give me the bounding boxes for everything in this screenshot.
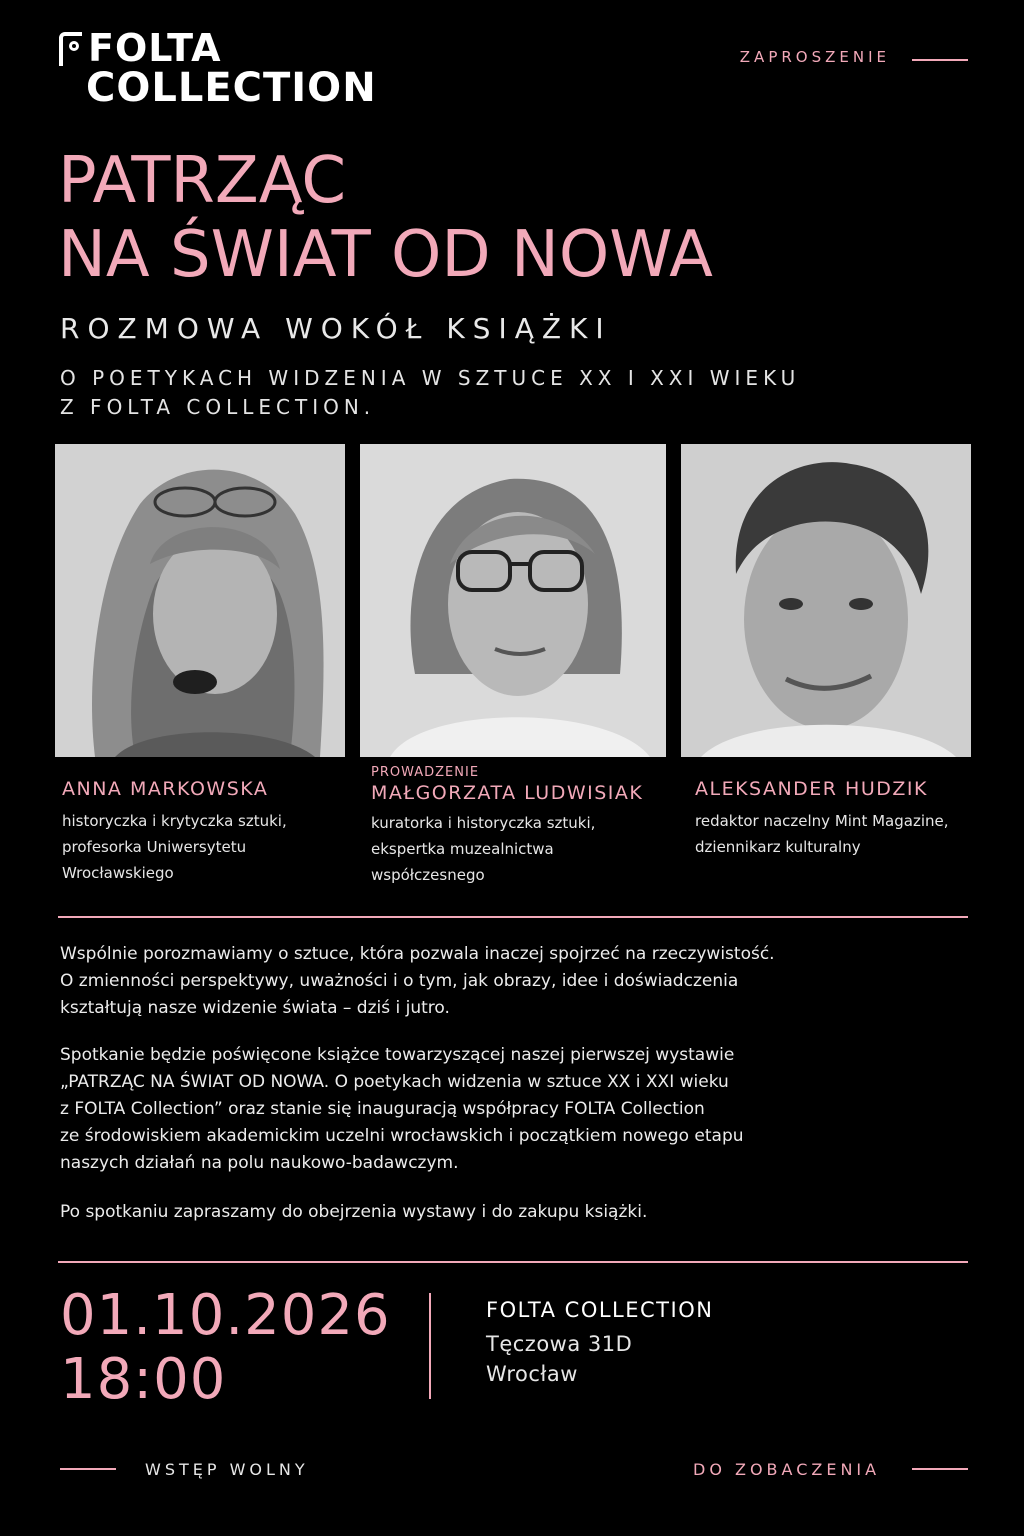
paragraph-line: ze środowiskiem akademickim uczelni wrocławskich i początkiem nowego etapu <box>60 1126 744 1146</box>
logo-text-line1: FOLTA <box>88 26 222 70</box>
speaker-desc-line: kuratorka i historyczka sztuki, <box>371 814 596 832</box>
paragraph-line: naszych działań na polu naukowo-badawczym. <box>60 1153 459 1173</box>
paragraph-line: Wspólnie porozmawiamy o sztuce, która pozwala inaczej spojrzeć na rzeczywistość. <box>60 944 775 964</box>
section-divider <box>58 1261 968 1263</box>
venue-city: Wrocław <box>486 1362 578 1386</box>
event-subtitle: ROZMOWA WOKÓŁ KSIĄŻKI <box>60 312 612 345</box>
title-line-1: PATRZĄC <box>58 144 347 218</box>
free-entry-label: WSTĘP WOLNY <box>145 1460 309 1479</box>
event-time: 18:00 <box>60 1347 227 1412</box>
speaker-desc-line: historyczka i krytyczka sztuki, <box>62 812 287 830</box>
portrait-photo-aleksander <box>681 444 971 757</box>
footer-right-divider <box>912 1468 968 1470</box>
speaker-name: ALEKSANDER HUDZIK <box>695 778 928 800</box>
footer-left-divider <box>60 1468 116 1470</box>
folta-collection-logo <box>58 28 418 110</box>
paragraph-line: Po spotkaniu zapraszamy do obejrzenia wystawy i do zakupu książki. <box>60 1202 648 1222</box>
venue-name: FOLTA COLLECTION <box>486 1298 714 1322</box>
speaker-desc-line: Wrocławskiego <box>62 864 174 882</box>
title-line-2: NA ŚWIAT OD NOWA <box>58 218 713 292</box>
moderator-label: PROWADZENIE <box>371 765 480 780</box>
paragraph-line: z FOLTA Collection” oraz stanie się inauguracją współpracy FOLTA Collection <box>60 1099 705 1119</box>
description-paragraph-2 <box>60 1042 960 1177</box>
paragraph-line: „PATRZĄC NA ŚWIAT OD NOWA. O poetykach widzenia w sztuce XX i XXI wieku <box>60 1072 729 1092</box>
paragraph-line: O zmienności perspektywy, uważności i o tym, jak obrazy, idee i doświadczenia <box>60 971 739 991</box>
speaker-desc-line: redaktor naczelny Mint Magazine, <box>695 812 949 830</box>
speaker-desc-line: dziennikarz kulturalny <box>695 838 861 856</box>
paragraph-line: Spotkanie będzie poświęcone książce towarzyszącej naszej pierwszej wystawie <box>60 1045 735 1065</box>
logo-text-line2: COLLECTION <box>86 65 377 111</box>
speaker-malgorzata <box>371 765 671 888</box>
portrait-photo-malgorzata <box>360 444 666 757</box>
section-divider <box>58 916 968 918</box>
intro-line-2: Z FOLTA COLLECTION. <box>60 395 376 419</box>
description-paragraph-3 <box>60 1199 960 1226</box>
speaker-name: ANNA MARKOWSKA <box>62 778 269 800</box>
invitation-divider <box>912 59 968 61</box>
speaker-anna <box>62 778 352 886</box>
see-you-label: DO ZOBACZENIA <box>693 1460 881 1479</box>
description-paragraph-1 <box>60 941 960 1022</box>
speaker-description <box>371 810 671 888</box>
speaker-desc-line: profesorka Uniwersytetu <box>62 838 247 856</box>
intro-line-1: O POETYKACH WIDZENIA W SZTUCE XX I XXI WIEKU <box>60 366 801 390</box>
speaker-aleksander <box>695 778 995 860</box>
event-datetime <box>60 1284 391 1412</box>
vertical-divider <box>429 1293 431 1399</box>
speaker-name: MAŁGORZATA LUDWISIAK <box>371 782 644 804</box>
speaker-description <box>695 808 995 860</box>
speaker-description <box>62 808 352 886</box>
event-date: 01.10.2026 <box>60 1283 391 1348</box>
portrait-photo-anna <box>55 444 345 757</box>
logo-mark-icon <box>58 32 84 66</box>
event-title <box>58 144 988 292</box>
invitation-label: ZAPROSZENIE <box>739 48 890 66</box>
event-intro <box>60 364 800 422</box>
venue-street: Tęczowa 31D <box>486 1332 633 1356</box>
paragraph-line: kształtują nasze widzenie świata – dziś i jutro. <box>60 998 450 1018</box>
speaker-desc-line: ekspertka muzealnictwa <box>371 840 554 858</box>
speaker-desc-line: współczesnego <box>371 866 485 884</box>
